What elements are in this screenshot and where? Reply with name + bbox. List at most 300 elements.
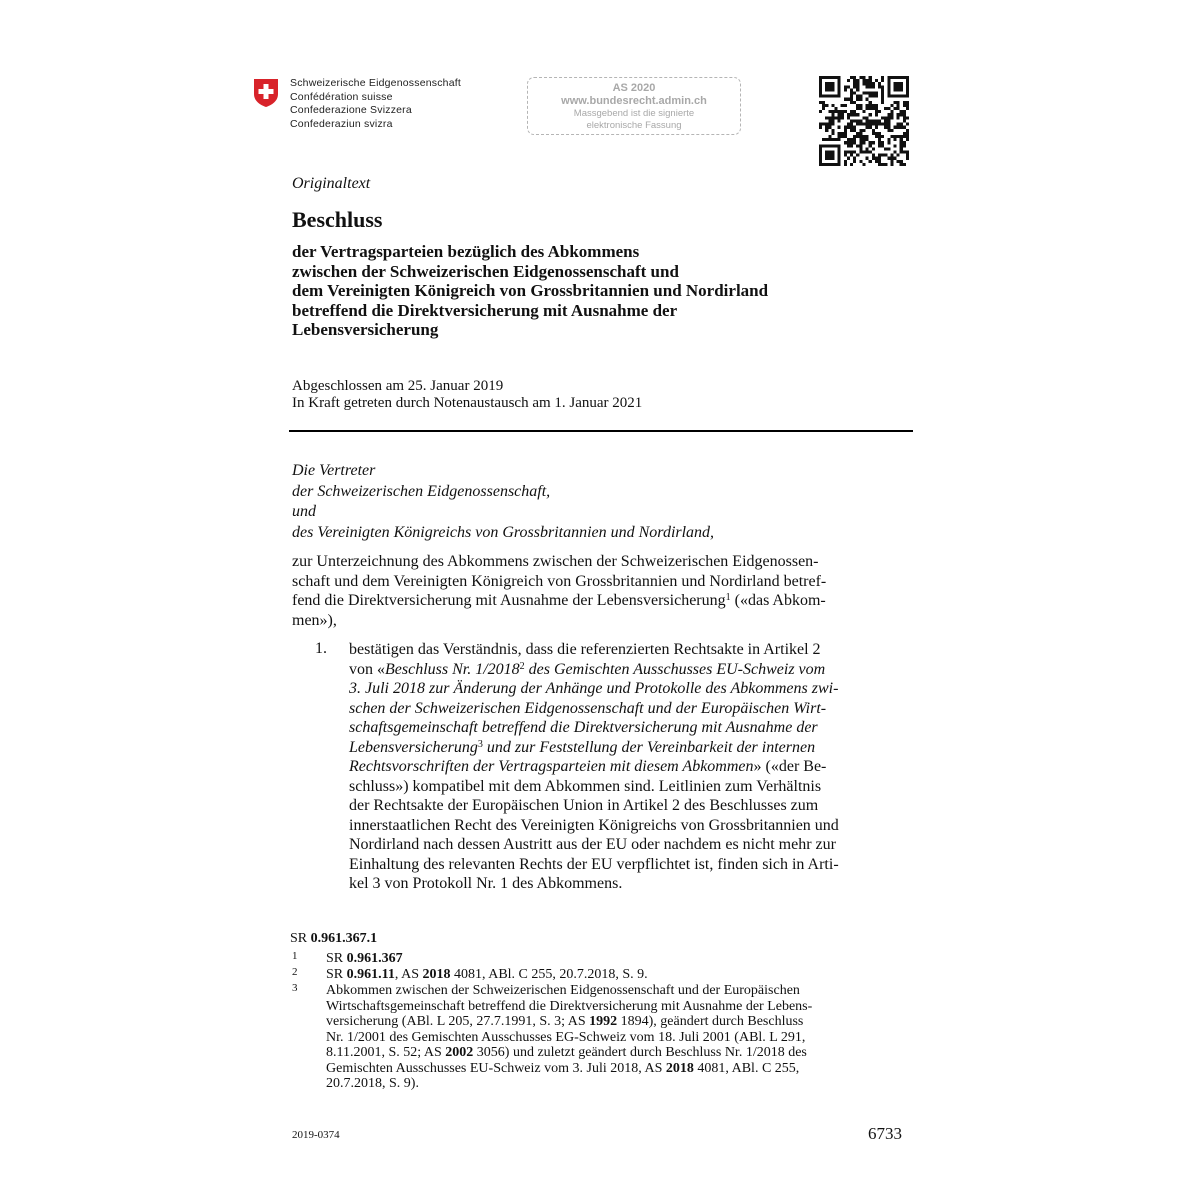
qr-module [869, 79, 872, 82]
sr-number: 0.961.367.1 [310, 931, 378, 946]
qr-module [831, 123, 834, 126]
qr-module [856, 88, 859, 91]
qr-module [862, 138, 865, 141]
qr-module [825, 138, 828, 141]
qr-module [850, 98, 853, 101]
qr-module [897, 82, 900, 85]
qr-module [906, 135, 909, 138]
qr-module [850, 163, 853, 166]
qr-module [897, 101, 900, 104]
text-fragment: von « [349, 660, 385, 678]
qr-module [825, 144, 828, 147]
qr-module [853, 129, 856, 132]
qr-module [866, 104, 869, 107]
text-line: innerstaatlichen Recht des Vereinigten Königreichs von Grossbritannien und [349, 816, 839, 834]
qr-module [893, 157, 896, 160]
text-line: schluss») kompatibel mit dem Abkommen sind. Leitlinien zum Verhältnis [349, 777, 822, 795]
qr-module [878, 123, 881, 126]
qr-module [838, 126, 841, 129]
qr-module [872, 107, 875, 110]
qr-module [903, 95, 906, 98]
qr-module [887, 113, 890, 116]
qr-module [869, 150, 872, 153]
text-fragment: 2002 [445, 1045, 474, 1060]
qr-module [822, 163, 825, 166]
qr-module [900, 144, 903, 147]
authority-name-fr: Confédération suisse [290, 90, 393, 103]
qr-module [844, 132, 847, 135]
qr-module [828, 150, 831, 153]
qr-module [850, 95, 853, 98]
qr-module [900, 123, 903, 126]
dates-block [292, 378, 642, 412]
qr-module [850, 138, 853, 141]
qr-module [893, 138, 896, 141]
qr-module [844, 163, 847, 166]
qr-module [828, 123, 831, 126]
authority-name-rm: Confederaziun svizra [290, 117, 393, 130]
qr-module [841, 113, 844, 116]
text-fragment: 1992 [589, 1014, 618, 1029]
qr-module [859, 132, 862, 135]
qr-module [844, 110, 847, 113]
qr-module [819, 160, 822, 163]
stamp-note-1: Massgebend ist die signierte [573, 108, 695, 119]
qr-module [900, 163, 903, 166]
qr-module [875, 123, 878, 126]
qr-module [847, 141, 850, 144]
qr-module [822, 107, 825, 110]
subtitle-line: betreffend die Direktversicherung mit Ausnahme der [292, 300, 678, 320]
text-fragment: Rechtsvorschriften der Vertragsparteien mit diesem Abkommen [349, 758, 754, 775]
qr-module [859, 160, 862, 163]
qr-module [878, 132, 881, 135]
qr-module [866, 123, 869, 126]
footnote-ref-2: 2 [519, 660, 525, 672]
qr-module [862, 79, 865, 82]
footnote-ref-3: 3 [477, 738, 483, 750]
qr-module [850, 92, 853, 95]
qr-module [906, 138, 909, 141]
item-1-text [349, 640, 910, 894]
qr-module [835, 163, 838, 166]
qr-module [838, 76, 841, 79]
qr-module [872, 95, 875, 98]
qr-module [872, 132, 875, 135]
qr-module [869, 141, 872, 144]
qr-module [869, 119, 872, 122]
qr-module [831, 119, 834, 122]
qr-module [887, 116, 890, 119]
qr-module [866, 82, 869, 85]
text-line: Einhaltung des relevanten Rechts der EU verpflichtet ist, finden sich in Arti- [349, 855, 839, 873]
qr-module [835, 144, 838, 147]
qr-module [887, 107, 890, 110]
qr-module [887, 129, 890, 132]
qr-module [838, 110, 841, 113]
qr-module [862, 82, 865, 85]
qr-module [835, 107, 838, 110]
qr-module [875, 95, 878, 98]
qr-module [906, 88, 909, 91]
qr-module [878, 110, 881, 113]
text-line [326, 1061, 799, 1077]
page-number: 6733 [868, 1124, 902, 1143]
qr-module [893, 107, 896, 110]
qr-module [872, 141, 875, 144]
qr-module [878, 157, 881, 160]
qr-code-icon [819, 76, 909, 166]
qr-module [875, 126, 878, 129]
qr-module [831, 76, 834, 79]
qr-module [850, 129, 853, 132]
qr-module [890, 104, 893, 107]
text-fragment: 3056) und zuletzt geändert durch Beschluss Nr. 1/2018 des [473, 1045, 807, 1060]
qr-module [866, 98, 869, 101]
text-fragment: 4081, ABl. C 255, 20.7.2018, S. 9. [450, 967, 648, 982]
preamble-line: und [292, 503, 316, 520]
qr-module [890, 76, 893, 79]
qr-module [825, 150, 828, 153]
qr-module [862, 92, 865, 95]
text-fragment: Beschluss Nr. 1/2018 [385, 660, 520, 678]
qr-module [825, 85, 828, 88]
text-line: zur Unterzeichnung des Abkommens zwischen der Schweizerischen Eidgenossen- [292, 553, 819, 570]
qr-module [856, 104, 859, 107]
qr-module [838, 163, 841, 166]
qr-module [825, 95, 828, 98]
qr-module [872, 92, 875, 95]
qr-module [831, 163, 834, 166]
qr-module [897, 116, 900, 119]
qr-module [893, 144, 896, 147]
qr-module [869, 107, 872, 110]
text-fragment: des Gemischten Ausschusses EU-Schweiz vom [524, 660, 826, 678]
qr-module [825, 163, 828, 166]
qr-module [847, 113, 850, 116]
qr-module [822, 95, 825, 98]
footnote-number: 1 [292, 950, 298, 962]
stamp-edition: AS 2020 [612, 82, 656, 94]
qr-module [825, 129, 828, 132]
qr-module [906, 107, 909, 110]
qr-module [884, 123, 887, 126]
qr-module [881, 101, 884, 104]
qr-module [831, 104, 834, 107]
sr-prefix: SR [290, 931, 311, 946]
qr-module [844, 98, 847, 101]
qr-module [862, 135, 865, 138]
qr-module [819, 79, 822, 82]
official-publication-stamp [527, 77, 741, 135]
qr-module [838, 79, 841, 82]
qr-module [844, 104, 847, 107]
qr-module [856, 85, 859, 88]
qr-module [831, 132, 834, 135]
qr-module [906, 82, 909, 85]
qr-module [828, 163, 831, 166]
qr-module [847, 79, 850, 82]
qr-module [847, 85, 850, 88]
qr-module [903, 135, 906, 138]
qr-module [866, 150, 869, 153]
qr-module [881, 98, 884, 101]
qr-module [838, 82, 841, 85]
qr-module [856, 144, 859, 147]
qr-module [893, 76, 896, 79]
qr-module [819, 157, 822, 160]
qr-module [881, 92, 884, 95]
qr-module [869, 123, 872, 126]
qr-module [844, 154, 847, 157]
qr-module [900, 95, 903, 98]
qr-module [887, 126, 890, 129]
stamp-url: www.bundesrecht.admin.ch [561, 95, 707, 107]
qr-module [903, 119, 906, 122]
qr-module [853, 150, 856, 153]
qr-module [872, 82, 875, 85]
qr-module [881, 154, 884, 157]
qr-module [831, 113, 834, 116]
qr-module [890, 160, 893, 163]
qr-module [831, 129, 834, 132]
qr-module [825, 157, 828, 160]
text-fragment: und zur Feststellung der Vereinbarkeit der internen [482, 738, 816, 756]
text-fragment: 2018 [665, 1060, 694, 1076]
qr-module [844, 160, 847, 163]
qr-module [903, 76, 906, 79]
text-fragment: SR [326, 967, 347, 982]
text-fragment: 0.961.11 [346, 967, 395, 982]
subtitle-line: dem Vereinigten Königreich von Grossbritannien und Nordirland [292, 281, 769, 300]
qr-module [884, 147, 887, 150]
qr-module [859, 104, 862, 107]
qr-module [875, 113, 878, 116]
text-line [326, 1014, 803, 1030]
qr-module [831, 144, 834, 147]
qr-module [838, 119, 841, 122]
qr-module [869, 76, 872, 79]
qr-module [875, 135, 878, 138]
qr-module [878, 141, 881, 144]
qr-module [850, 76, 853, 79]
qr-module [884, 163, 887, 166]
text-line: men»), [292, 611, 337, 629]
qr-module [881, 123, 884, 126]
divider [289, 430, 913, 432]
qr-module [841, 104, 844, 107]
qr-module [819, 147, 822, 150]
qr-module [903, 104, 906, 107]
qr-module [900, 85, 903, 88]
qr-module [897, 95, 900, 98]
qr-module [887, 123, 890, 126]
qr-module [859, 98, 862, 101]
qr-module [900, 150, 903, 153]
text-line: bestätigen das Verständnis, dass die referenzierten Rechtsakte in Artikel 2 [349, 641, 821, 658]
qr-module [850, 126, 853, 129]
text-line: 3. Juli 2018 zur Änderung der Anhänge und Protokolle des Abkommens zwi- [349, 680, 839, 697]
qr-module [850, 113, 853, 116]
qr-module [869, 92, 872, 95]
qr-module [897, 107, 900, 110]
qr-module [869, 113, 872, 116]
qr-module [819, 82, 822, 85]
qr-module [890, 129, 893, 132]
qr-module [853, 119, 856, 122]
qr-module [831, 116, 834, 119]
qr-module [875, 132, 878, 135]
qr-module [887, 138, 890, 141]
preamble-paragraph [292, 552, 910, 630]
qr-module [906, 79, 909, 82]
qr-module [890, 154, 893, 157]
qr-module [903, 126, 906, 129]
qr-module [869, 85, 872, 88]
in-force-date: In Kraft getreten durch Notenaustausch am 1. Januar 2021 [292, 395, 643, 411]
qr-module [841, 116, 844, 119]
authority-name-de: Schweizerische Eidgenossenschaft [290, 77, 461, 89]
qr-module [819, 92, 822, 95]
qr-module [875, 110, 878, 113]
qr-module [903, 101, 906, 104]
qr-module [890, 163, 893, 166]
qr-module [856, 113, 859, 116]
qr-module [831, 110, 834, 113]
qr-module [847, 123, 850, 126]
qr-module [869, 95, 872, 98]
qr-module [822, 138, 825, 141]
qr-module [890, 116, 893, 119]
qr-module [875, 79, 878, 82]
swiss-cross-shield-icon [253, 78, 279, 108]
qr-module [859, 119, 862, 122]
qr-module [850, 154, 853, 157]
qr-module [906, 129, 909, 132]
text-fragment: 4081, ABl. C 255, [693, 1060, 800, 1076]
qr-module [853, 85, 856, 88]
qr-module [881, 79, 884, 82]
qr-module [828, 157, 831, 160]
qr-module [890, 95, 893, 98]
qr-module [844, 141, 847, 144]
qr-module [906, 104, 909, 107]
qr-module [838, 160, 841, 163]
qr-module [847, 157, 850, 160]
qr-module [869, 126, 872, 129]
text-line: Wirtschaftsgemeinschaft betreffend die Direktversicherung mit Ausnahme der Lebens- [326, 998, 813, 1014]
qr-module [897, 126, 900, 129]
text-line: schaft und dem Vereinigten Königreich von Grossbritannien und Nordirland betref- [292, 572, 827, 590]
qr-module [872, 104, 875, 107]
qr-module [872, 119, 875, 122]
qr-module [835, 95, 838, 98]
qr-module [835, 138, 838, 141]
qr-module [856, 95, 859, 98]
qr-module [900, 147, 903, 150]
qr-module [903, 144, 906, 147]
footnote-2 [326, 967, 648, 983]
text-fragment: 1894), geändert durch Beschluss [617, 1014, 804, 1029]
qr-module [872, 157, 875, 160]
qr-module [866, 107, 869, 110]
qr-module [878, 160, 881, 163]
qr-module [900, 160, 903, 163]
qr-module [853, 110, 856, 113]
qr-module [906, 132, 909, 135]
qr-module [859, 129, 862, 132]
qr-module [906, 150, 909, 153]
qr-module [875, 119, 878, 122]
qr-module [903, 116, 906, 119]
qr-module [841, 132, 844, 135]
qr-module [890, 135, 893, 138]
qr-module [881, 144, 884, 147]
qr-module [859, 141, 862, 144]
qr-module [838, 95, 841, 98]
qr-module [872, 154, 875, 157]
stamp-note-2: elektronische Fassung [586, 119, 682, 131]
qr-module [875, 160, 878, 163]
qr-module [828, 138, 831, 141]
qr-module [828, 119, 831, 122]
preamble-line: Die Vertreter [292, 462, 376, 479]
qr-module [897, 135, 900, 138]
qr-module [850, 101, 853, 104]
qr-module [881, 141, 884, 144]
qr-module [859, 150, 862, 153]
qr-module [844, 135, 847, 138]
qr-module [859, 95, 862, 98]
qr-module [869, 82, 872, 85]
qr-module [831, 82, 834, 85]
qr-module [828, 95, 831, 98]
text-line: schen der Schweizerischen Eidgenossenschaft und der Europäischen Wirt- [349, 699, 827, 717]
qr-module [906, 101, 909, 104]
qr-module [875, 107, 878, 110]
text-fragment: 2018 [422, 967, 451, 982]
qr-module [831, 85, 834, 88]
text-fragment: versicherung (ABl. L 205, 27.7.1991, S. 3; AS [326, 1014, 590, 1029]
qr-module [893, 101, 896, 104]
qr-module [884, 107, 887, 110]
qr-module [906, 85, 909, 88]
subtitle-line: Lebensversicherung [292, 320, 439, 339]
qr-module [887, 147, 890, 150]
qr-module [844, 85, 847, 88]
qr-module [906, 116, 909, 119]
qr-module [819, 154, 822, 157]
qr-module [878, 82, 881, 85]
qr-module [900, 141, 903, 144]
qr-module [844, 126, 847, 129]
qr-module [844, 88, 847, 91]
qr-module [847, 138, 850, 141]
qr-module [866, 135, 869, 138]
qr-module [859, 135, 862, 138]
qr-module [850, 119, 853, 122]
qr-module [881, 116, 884, 119]
text-line: Nordirland nach dessen Austritt aus der EU oder nachdem es nicht mehr zur [349, 836, 836, 853]
qr-module [841, 110, 844, 113]
qr-module [831, 157, 834, 160]
qr-module [819, 163, 822, 166]
qr-module [853, 79, 856, 82]
qr-module [850, 110, 853, 113]
qr-module [862, 123, 865, 126]
qr-module [884, 154, 887, 157]
text-line [349, 660, 825, 680]
